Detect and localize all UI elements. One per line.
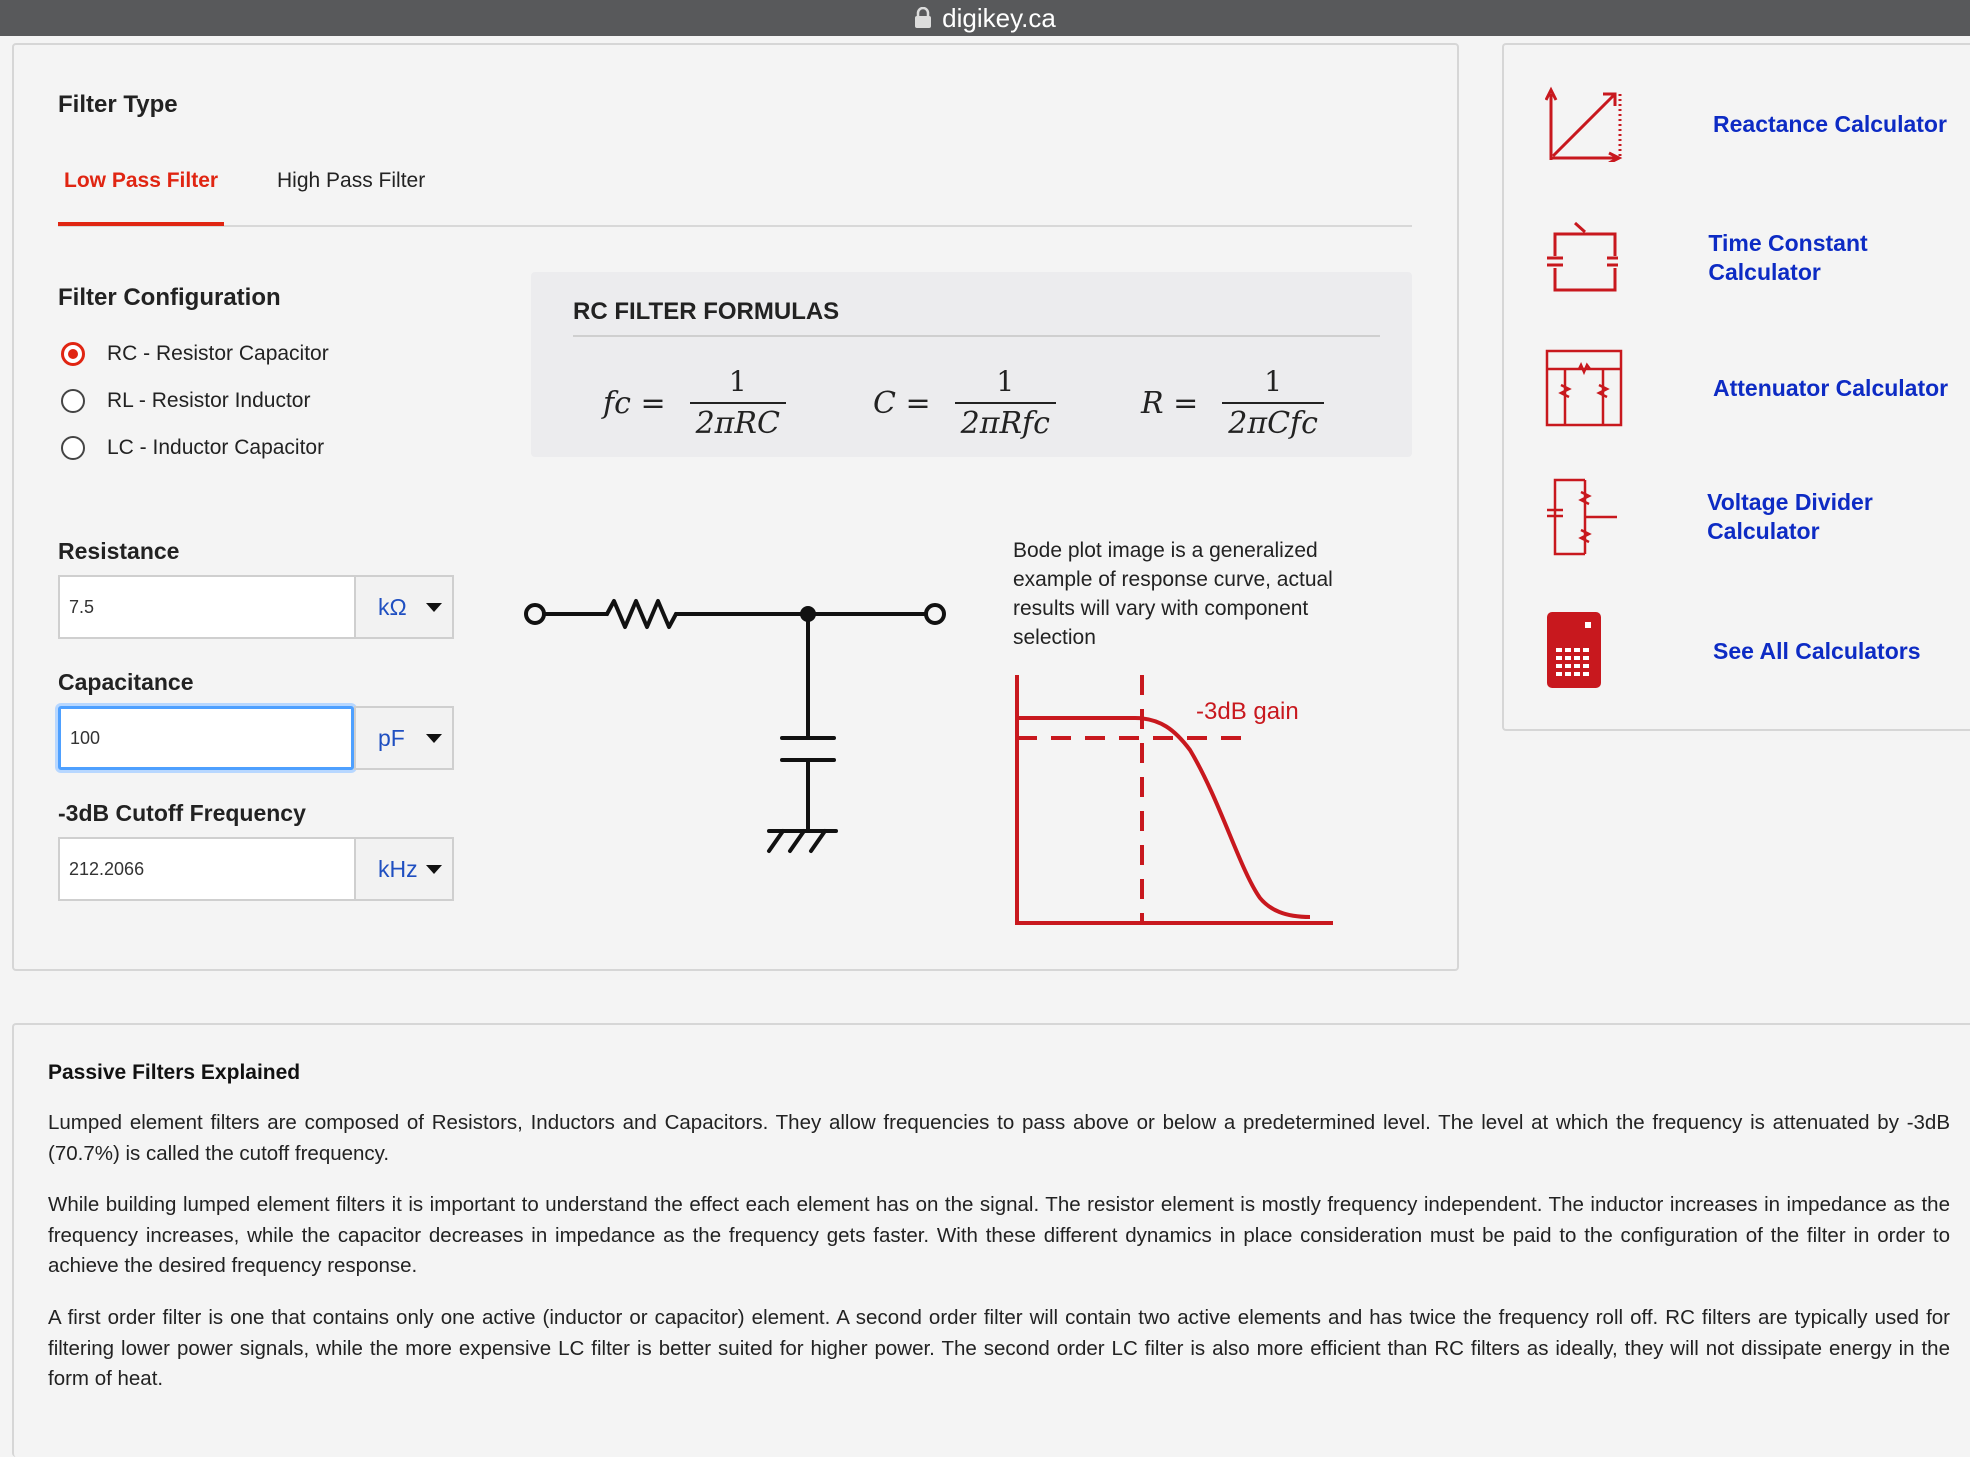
formula-fc bbox=[603, 364, 786, 442]
bode-gain-label: -3dB gain bbox=[1196, 698, 1299, 725]
cutoff-frequency-label: -3dB Cutoff Frequency bbox=[58, 800, 306, 826]
capacitance-input[interactable]: 100 bbox=[58, 706, 354, 770]
lock-icon bbox=[914, 7, 932, 29]
formula-box bbox=[531, 272, 1412, 457]
radio-button-rc[interactable] bbox=[61, 342, 85, 366]
cutoff-unit-select[interactable] bbox=[354, 837, 454, 901]
formula-c-denominator: 2πRfc bbox=[960, 406, 1050, 441]
explain-paragraph-3: A first order filter is one that contains only one active (inductor or capacitor) element. A second order filter will contain two active elements and has twice the frequency roll off. RC filters are typically used for filtering lower power signals, while the more expensive LC filter is better suited for higher power. The second order LC filter is also more efficient than RC filters as ideally, they will not dissipate energy in the form of heat. bbox=[48, 1306, 1950, 1390]
tab-high-pass-filter[interactable]: High Pass Filter bbox=[277, 169, 426, 192]
browser-address-bar[interactable] bbox=[0, 0, 1970, 36]
bode-plot-note: Bode plot image is a generalized example of response curve, actual results will vary with component selection bbox=[1013, 539, 1333, 649]
capacitance-field bbox=[58, 706, 454, 770]
formula-fc-numerator: 1 bbox=[728, 365, 747, 398]
attenuator-icon bbox=[1545, 349, 1623, 427]
explain-paragraph-1: Lumped element filters are composed of Resistors, Inductors and Capacitors. They allow frequencies to pass above or below a predetermined level. The level at which the frequency is attenuated by -3dB (70.7%) is called the cutoff frequency. bbox=[48, 1111, 1950, 1165]
radio-label-rl: RL - Resistor Inductor bbox=[107, 389, 311, 412]
chevron-down-icon bbox=[426, 603, 442, 612]
voltage-divider-icon bbox=[1545, 478, 1617, 556]
radio-label-lc: LC - Inductor Capacitor bbox=[107, 436, 325, 459]
sidebar-link-attenuator[interactable]: Attenuator Calculator bbox=[1713, 374, 1949, 401]
formula-c-numerator: 1 bbox=[996, 365, 1015, 398]
formula-r bbox=[1141, 364, 1324, 442]
browser-url: digikey.ca bbox=[942, 2, 1056, 33]
explain-paragraph-2: While building lumped element filters it is important to understand the effect each element has on the signal. The resistor element is mostly frequency independent. The inductor increases in impedance as the frequency increases, while the capacitor decreases in impedance as the frequency gets faster. With these different dynamics in place consideration must be paid to the configuration of the filter in order to achieve the desired frequency response. bbox=[48, 1193, 1950, 1277]
calculator-icon bbox=[1545, 612, 1623, 690]
sidebar-link-reactance[interactable]: Reactance Calculator bbox=[1713, 110, 1947, 137]
formula-c bbox=[873, 364, 1056, 442]
capacitance-label: Capacitance bbox=[58, 669, 194, 695]
formula-fc-lhs: fc = bbox=[603, 385, 666, 421]
chevron-down-icon bbox=[426, 734, 442, 743]
reactance-icon bbox=[1545, 86, 1623, 162]
radio-label-rc: RC - Resistor Capacitor bbox=[107, 342, 329, 365]
bode-plot-diagram bbox=[1010, 670, 1350, 930]
formula-r-numerator: 1 bbox=[1264, 365, 1283, 398]
formula-c-lhs: C = bbox=[873, 385, 931, 421]
sidebar-link-time-constant[interactable]: Time Constant Calculator bbox=[1708, 230, 1868, 285]
rc-circuit-schematic bbox=[515, 585, 955, 865]
resistance-unit-value: kΩ bbox=[378, 593, 407, 620]
explain-title: Passive Filters Explained bbox=[48, 1061, 301, 1084]
filter-configuration-heading: Filter Configuration bbox=[58, 284, 281, 311]
radio-button-rl[interactable] bbox=[61, 389, 85, 413]
tab-divider bbox=[58, 225, 1412, 227]
time-constant-icon bbox=[1545, 220, 1618, 296]
radio-option-rl[interactable] bbox=[61, 389, 310, 413]
sidebar-item-attenuator[interactable] bbox=[1545, 349, 1948, 427]
active-tab-indicator bbox=[58, 222, 224, 226]
cutoff-field bbox=[58, 837, 454, 901]
cutoff-input[interactable]: 212.2066 bbox=[58, 837, 354, 901]
capacitance-unit-value: pF bbox=[378, 724, 405, 751]
formula-divider bbox=[573, 335, 1380, 337]
filter-type-heading: Filter Type bbox=[58, 91, 178, 118]
sidebar-link-voltage-divider[interactable]: Voltage Divider Calculator bbox=[1707, 489, 1873, 544]
sidebar-item-reactance[interactable] bbox=[1545, 86, 1947, 162]
resistance-input[interactable]: 7.5 bbox=[58, 575, 354, 639]
formula-fc-denominator: 2πRC bbox=[695, 406, 780, 441]
formula-r-denominator: 2πCfc bbox=[1228, 406, 1318, 441]
radio-option-lc[interactable] bbox=[61, 436, 324, 460]
sidebar-item-voltage-divider[interactable] bbox=[1545, 478, 1970, 556]
junction-dot bbox=[800, 606, 816, 622]
resistance-field bbox=[58, 575, 454, 639]
sidebar-item-all-calculators[interactable] bbox=[1545, 612, 1921, 690]
sidebar-item-time-constant[interactable] bbox=[1545, 220, 1970, 296]
sidebar-link-all-calculators[interactable]: See All Calculators bbox=[1713, 637, 1921, 664]
resistance-unit-select[interactable] bbox=[354, 575, 454, 639]
radio-button-lc[interactable] bbox=[61, 436, 85, 460]
radio-option-rc[interactable] bbox=[61, 342, 329, 366]
capacitance-unit-select[interactable] bbox=[354, 706, 454, 770]
formula-r-lhs: R = bbox=[1141, 385, 1199, 421]
resistance-label: Resistance bbox=[58, 538, 180, 564]
cutoff-unit-value: kHz bbox=[378, 855, 418, 882]
formula-title: RC FILTER FORMULAS bbox=[573, 298, 840, 325]
chevron-down-icon bbox=[426, 865, 442, 874]
tab-low-pass-filter[interactable]: Low Pass Filter bbox=[64, 169, 219, 192]
